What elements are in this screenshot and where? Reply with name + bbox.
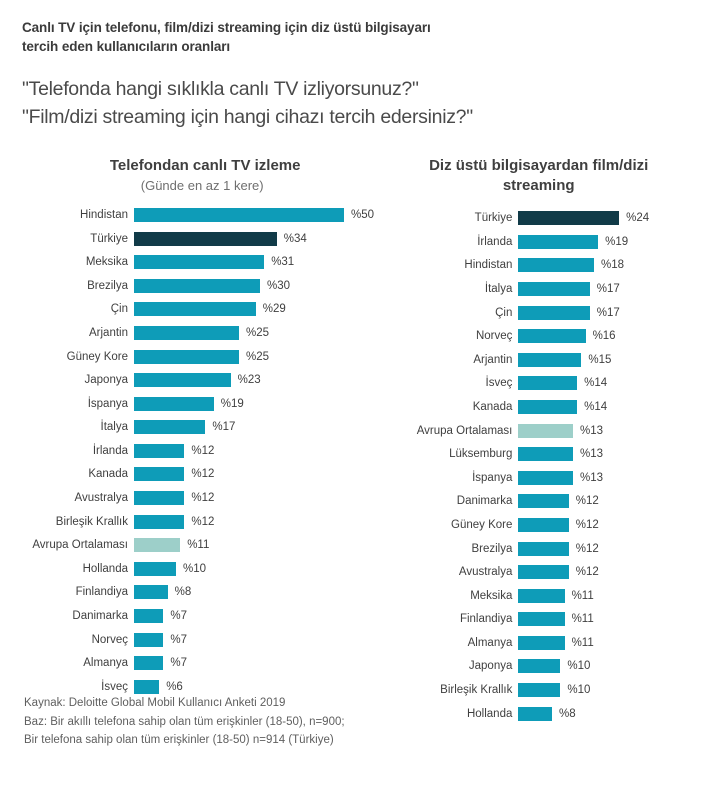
bar-row-label: Türkiye bbox=[474, 212, 513, 225]
bar-wrapper bbox=[518, 282, 679, 296]
bar-wrapper bbox=[134, 538, 382, 552]
bar-wrapper bbox=[134, 656, 382, 670]
bar-wrapper bbox=[134, 562, 382, 576]
bar-row-label: Danimarka bbox=[72, 610, 128, 623]
bar-value-label: %19 bbox=[605, 235, 629, 248]
bar bbox=[134, 397, 214, 411]
bar-wrapper bbox=[518, 258, 679, 272]
bar-wrapper bbox=[518, 494, 679, 508]
bar bbox=[518, 258, 594, 272]
bar-value-label: %8 bbox=[174, 586, 192, 599]
bar bbox=[518, 707, 552, 721]
bar bbox=[518, 353, 581, 367]
bar-value-label: %7 bbox=[170, 657, 188, 670]
chart-subtitle-live-tv: (Günde en az 1 kere) bbox=[140, 177, 264, 193]
bar-row bbox=[22, 394, 382, 414]
bar-row-label: Arjantin bbox=[473, 353, 513, 366]
bar-row-label: Norveç bbox=[91, 633, 128, 646]
bar-row bbox=[388, 704, 679, 724]
bar-wrapper bbox=[134, 491, 382, 505]
bar bbox=[134, 373, 231, 387]
bar-row bbox=[22, 323, 382, 343]
bar-row-label: Brezilya bbox=[87, 279, 128, 292]
bar bbox=[518, 589, 564, 603]
bar-row bbox=[22, 417, 382, 437]
bar-wrapper bbox=[518, 306, 679, 320]
bar-value-label: %18 bbox=[600, 259, 624, 272]
bar-row bbox=[388, 656, 679, 676]
bar-rows-laptop-streaming bbox=[388, 208, 679, 723]
source-note bbox=[24, 694, 345, 750]
bar bbox=[518, 636, 564, 650]
bar-row bbox=[22, 370, 382, 390]
bar-value-label: %29 bbox=[262, 303, 286, 316]
bar-wrapper bbox=[134, 680, 382, 694]
bar-wrapper bbox=[134, 467, 382, 481]
bar bbox=[518, 659, 560, 673]
bar bbox=[134, 656, 163, 670]
bar-row-label: Güney Kore bbox=[451, 518, 513, 531]
bar-value-label: %10 bbox=[567, 684, 591, 697]
bar-row-label: İsveç bbox=[485, 377, 513, 390]
bar-row bbox=[388, 326, 679, 346]
bar bbox=[134, 562, 176, 576]
bar-row bbox=[22, 205, 382, 225]
bar-row-label: Güney Kore bbox=[66, 350, 128, 363]
source-line-1: Kaynak: Deloitte Global Mobil Kullanıcı Anketi 2019 bbox=[24, 697, 286, 710]
bar bbox=[518, 494, 568, 508]
bar-row bbox=[22, 488, 382, 508]
bar-value-label: %11 bbox=[571, 613, 594, 626]
bar-row-label: Almanya bbox=[467, 636, 513, 649]
bar-row-label: Meksika bbox=[85, 256, 128, 269]
bar-value-label: %12 bbox=[191, 492, 215, 505]
bar-row-label: Avrupa Ortalaması bbox=[416, 424, 513, 437]
bar-wrapper bbox=[134, 420, 382, 434]
bar-row bbox=[388, 515, 679, 535]
bar bbox=[134, 232, 277, 246]
bar-row bbox=[388, 562, 679, 582]
bar-value-label: %8 bbox=[558, 707, 576, 720]
bar-row bbox=[22, 347, 382, 367]
bar-wrapper bbox=[518, 659, 679, 673]
bar-row bbox=[22, 559, 382, 579]
subheadline bbox=[22, 76, 679, 131]
bar-value-label: %11 bbox=[571, 589, 594, 602]
bar-wrapper bbox=[134, 633, 382, 647]
bar-row bbox=[22, 441, 382, 461]
bar bbox=[518, 542, 568, 556]
bar bbox=[134, 467, 184, 481]
bar bbox=[134, 680, 159, 694]
bar-wrapper bbox=[518, 565, 679, 579]
bar-row-label: Finlandiya bbox=[459, 613, 513, 626]
bar bbox=[518, 211, 619, 225]
bar bbox=[518, 447, 573, 461]
bar-wrapper bbox=[134, 444, 382, 458]
bar bbox=[518, 376, 577, 390]
bar bbox=[134, 302, 256, 316]
bar bbox=[134, 491, 184, 505]
bar-wrapper bbox=[518, 683, 679, 697]
bar-wrapper bbox=[518, 518, 679, 532]
bar-row bbox=[22, 464, 382, 484]
bar bbox=[134, 515, 184, 529]
bar-value-label: %34 bbox=[283, 232, 307, 245]
bar-value-label: %50 bbox=[351, 208, 375, 221]
bar-row-label: Norveç bbox=[475, 330, 513, 343]
bar-row-label: Japonya bbox=[468, 660, 513, 673]
bar-wrapper bbox=[518, 471, 679, 485]
bar-row-label: İtalya bbox=[100, 421, 128, 434]
bar-row bbox=[388, 373, 679, 393]
bar-value-label: %17 bbox=[596, 306, 620, 319]
source-line-2: Baz: Bir akıllı telefona sahip olan tüm erişkinler (18-50), n=900; bbox=[24, 715, 345, 728]
bar bbox=[518, 400, 577, 414]
bar-value-label: %15 bbox=[588, 353, 612, 366]
headline-line-1: Canlı TV için telefonu, film/dizi streaming için diz üstü bilgisayarı bbox=[22, 20, 431, 35]
bar bbox=[134, 633, 163, 647]
bar-value-label: %17 bbox=[212, 421, 236, 434]
bar bbox=[134, 444, 184, 458]
bar-row-label: Çin bbox=[495, 306, 513, 319]
bar-row bbox=[22, 535, 382, 555]
bar-row-label: Kanada bbox=[88, 468, 128, 481]
bar bbox=[518, 683, 560, 697]
bar-row bbox=[22, 606, 382, 626]
bar-wrapper bbox=[134, 208, 382, 222]
bar-row bbox=[388, 279, 679, 299]
bar-value-label: %31 bbox=[271, 256, 295, 269]
bar-row bbox=[388, 680, 679, 700]
bar-wrapper bbox=[134, 255, 382, 269]
bar-row-label: Hollanda bbox=[466, 707, 513, 720]
bar-row-label: Brezilya bbox=[471, 542, 513, 555]
bar-wrapper bbox=[518, 542, 679, 556]
chart-title-laptop-streaming-text: Diz üstü bilgisayardan film/dizi streaming bbox=[429, 156, 649, 194]
bar-wrapper bbox=[134, 585, 382, 599]
bar-value-label: %12 bbox=[191, 444, 215, 457]
chart-panel-laptop-streaming bbox=[388, 156, 679, 728]
bar-value-label: %12 bbox=[575, 566, 599, 579]
chart-panel-live-tv bbox=[22, 156, 382, 701]
bar-row-label: Avrupa Ortalaması bbox=[32, 539, 128, 552]
bar-value-label: %12 bbox=[575, 542, 599, 555]
bar-row-label: İspanya bbox=[87, 397, 128, 410]
bar bbox=[134, 420, 205, 434]
bar-wrapper bbox=[518, 329, 679, 343]
headline-line-2: tercih eden kullanıcıların oranları bbox=[22, 39, 231, 55]
bar bbox=[134, 326, 239, 340]
bar-value-label: %11 bbox=[571, 636, 594, 649]
bar-value-label: %10 bbox=[183, 562, 207, 575]
bar bbox=[518, 612, 564, 626]
bar-wrapper bbox=[518, 235, 679, 249]
bar-value-label: %7 bbox=[170, 610, 188, 623]
bar-value-label: %14 bbox=[584, 377, 608, 390]
bar-row bbox=[388, 633, 679, 653]
bar bbox=[518, 306, 589, 320]
bar-row-label: İrlanda bbox=[477, 235, 513, 248]
bar-rows-live-tv bbox=[22, 205, 382, 697]
bar-wrapper bbox=[518, 211, 679, 225]
bar-value-label: %10 bbox=[567, 660, 591, 673]
bar-wrapper bbox=[134, 326, 382, 340]
bar-value-label: %13 bbox=[579, 471, 603, 484]
bar bbox=[518, 235, 598, 249]
bar-row bbox=[388, 444, 679, 464]
chart-title-laptop-streaming bbox=[388, 156, 679, 197]
bar-row-label: İspanya bbox=[472, 471, 513, 484]
bar-row bbox=[388, 350, 679, 370]
headline bbox=[22, 18, 567, 56]
bar-wrapper bbox=[518, 612, 679, 626]
bar bbox=[134, 538, 180, 552]
bar bbox=[134, 350, 239, 364]
bar-value-label: %17 bbox=[596, 282, 620, 295]
bar-wrapper bbox=[518, 707, 679, 721]
bar-row bbox=[22, 229, 382, 249]
bar bbox=[518, 329, 585, 343]
bar-row bbox=[388, 232, 679, 252]
bar-row bbox=[22, 299, 382, 319]
bar-wrapper bbox=[518, 589, 679, 603]
bar-row bbox=[22, 252, 382, 272]
bar-row bbox=[388, 468, 679, 488]
bar-value-label: %24 bbox=[626, 212, 650, 225]
bar bbox=[518, 471, 573, 485]
bar-row bbox=[388, 491, 679, 511]
chart-title-live-tv: Telefondan canlı TV izleme bbox=[109, 156, 301, 174]
bar-row-label: Meksika bbox=[470, 589, 513, 602]
bar bbox=[518, 282, 589, 296]
bar-value-label: %25 bbox=[246, 350, 270, 363]
bar-row-label: Hollanda bbox=[82, 562, 128, 575]
bar-row bbox=[388, 303, 679, 323]
bar-row-label: Avustralya bbox=[74, 492, 128, 505]
bar-wrapper bbox=[134, 302, 382, 316]
bar-row-label: Finlandiya bbox=[75, 586, 128, 599]
bar-row-label: Hindistan bbox=[464, 259, 513, 272]
bar-value-label: %19 bbox=[220, 397, 244, 410]
bar bbox=[134, 255, 264, 269]
bar-value-label: %30 bbox=[267, 279, 291, 292]
bar-row-label: İrlanda bbox=[92, 444, 128, 457]
bar bbox=[134, 609, 163, 623]
bar-row bbox=[388, 609, 679, 629]
bar-row-label: Kanada bbox=[472, 400, 513, 413]
bar-value-label: %13 bbox=[579, 448, 603, 461]
bar-row-label: Arjantin bbox=[89, 326, 128, 339]
bar-row bbox=[22, 630, 382, 650]
bar-row bbox=[388, 208, 679, 228]
bar-value-label: %12 bbox=[191, 468, 215, 481]
bar-row-label: Almanya bbox=[83, 657, 128, 670]
bar-wrapper bbox=[134, 279, 382, 293]
bar-row-label: Türkiye bbox=[90, 232, 128, 245]
bar-value-label: %6 bbox=[166, 680, 183, 693]
bar bbox=[518, 518, 568, 532]
bar bbox=[134, 208, 344, 222]
bar-value-label: %16 bbox=[592, 330, 616, 343]
bar-wrapper bbox=[518, 400, 679, 414]
bar-row-label: Çin bbox=[110, 303, 128, 316]
bar-row bbox=[388, 397, 679, 417]
bar-wrapper bbox=[134, 515, 382, 529]
bar-row-label: Birleşik Krallık bbox=[55, 515, 128, 528]
bar-value-label: %23 bbox=[237, 374, 261, 387]
charts-container bbox=[22, 156, 679, 728]
bar-row bbox=[22, 512, 382, 532]
bar-wrapper bbox=[518, 353, 679, 367]
bar bbox=[518, 565, 568, 579]
bar-wrapper bbox=[134, 350, 382, 364]
source-line-3: Bir telefona sahip olan tüm erişkinler (18-50) n=914 (Türkiye) bbox=[24, 734, 334, 747]
bar-row bbox=[388, 586, 679, 606]
bar-wrapper bbox=[518, 447, 679, 461]
bar-value-label: %12 bbox=[191, 515, 215, 528]
bar-row-label: Hindistan bbox=[80, 208, 128, 221]
bar-value-label: %12 bbox=[575, 495, 599, 508]
bar bbox=[134, 279, 260, 293]
bar-value-label: %25 bbox=[246, 326, 270, 339]
bar-row-label: Japonya bbox=[84, 374, 128, 387]
bar-row-label: İsveç bbox=[101, 680, 128, 693]
bar-row bbox=[388, 539, 679, 559]
bar bbox=[134, 585, 168, 599]
bar-value-label: %7 bbox=[170, 633, 188, 646]
bar-row-label: Birleşik Krallık bbox=[440, 684, 513, 697]
bar-wrapper bbox=[518, 424, 679, 438]
bar-row-label: İtalya bbox=[484, 282, 513, 295]
bar-value-label: %14 bbox=[584, 400, 608, 413]
bar-wrapper bbox=[134, 373, 382, 387]
bar-wrapper bbox=[134, 232, 382, 246]
bar-wrapper bbox=[134, 609, 382, 623]
bar-value-label: %12 bbox=[575, 518, 599, 531]
bar-row-label: Danimarka bbox=[456, 495, 513, 508]
bar-row bbox=[22, 653, 382, 673]
subheadline-line-2: "Film/dizi streaming için hangi cihazı tercih edersiniz?" bbox=[22, 106, 473, 128]
bar-row bbox=[22, 582, 382, 602]
bar-value-label: %11 bbox=[187, 539, 210, 552]
bar-wrapper bbox=[518, 376, 679, 390]
bar-row bbox=[388, 255, 679, 275]
bar bbox=[518, 424, 573, 438]
bar-wrapper bbox=[518, 636, 679, 650]
bar-row-label: Lüksemburg bbox=[449, 448, 513, 461]
subheadline-line-1: "Telefonda hangi sıklıkla canlı TV izliyorsunuz?" bbox=[22, 78, 419, 101]
bar-row bbox=[388, 421, 679, 441]
bar-value-label: %13 bbox=[579, 424, 603, 437]
bar-row-label: Avustralya bbox=[458, 566, 513, 579]
bar-row bbox=[22, 276, 382, 296]
bar-wrapper bbox=[134, 397, 382, 411]
